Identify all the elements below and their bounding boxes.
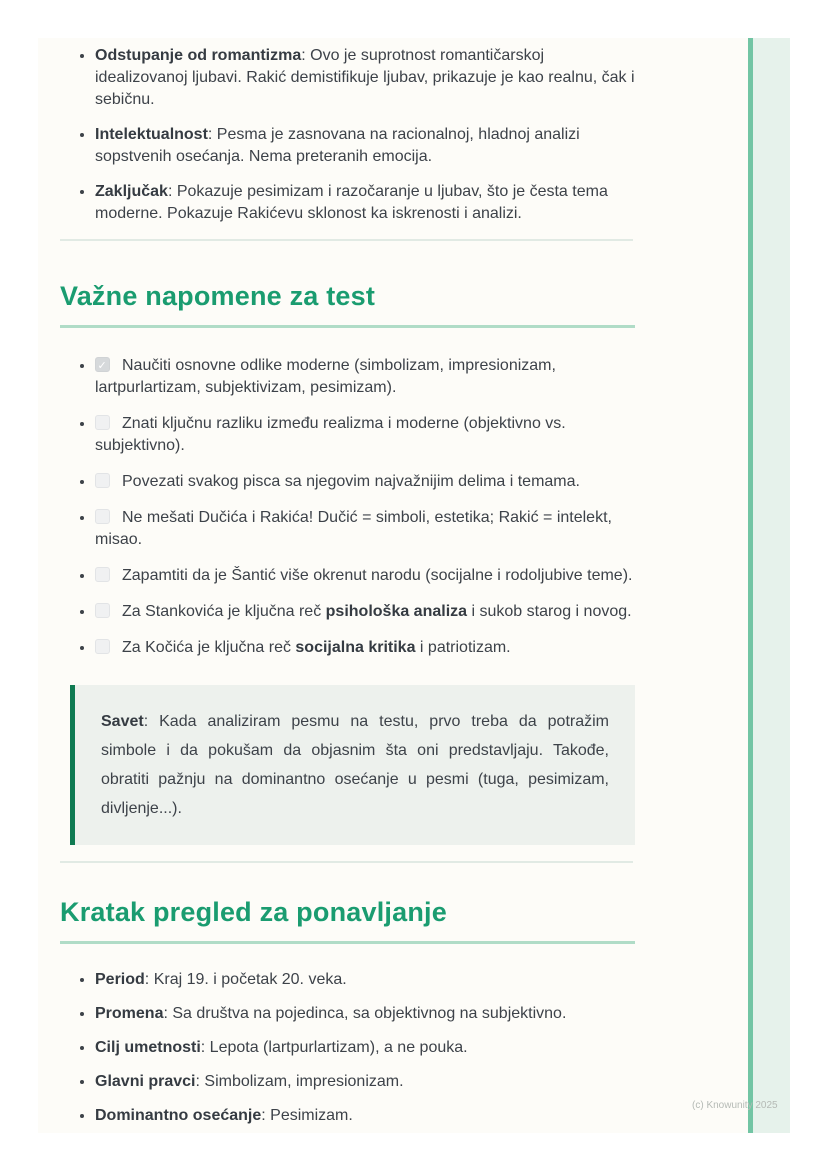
checklist-text: Naučiti osnovne odlike moderne (simbolizam, impresionizam, lartpurlartizam, subjektivizam, pesimizam).: [95, 357, 556, 396]
list-item-text: : Pesma je zasnovana na racionalnoj, hladnoj analizi sopstvenih osećanja. Nema preteranih emocija.: [95, 126, 580, 165]
summary-list: [60, 968, 635, 1127]
list-item: [95, 44, 635, 111]
checkbox-icon[interactable]: [95, 509, 110, 524]
section-divider: [60, 239, 633, 241]
analysis-list: [60, 38, 635, 225]
document-page: [38, 38, 790, 1133]
list-item: [95, 1002, 635, 1025]
checklist-text: Za Kočića je ključna reč socijalna kritika i patriotizam.: [122, 639, 511, 656]
list-item: [95, 1070, 635, 1093]
tip-text: Savet: Kada analiziram pesmu na testu, prvo treba da potražim simbole i da pokušam da objasnim šta oni predstavljaju. Takođe, obratiti pažnju na dominantno osećanje u pesmi (tuga, pesimizam, divljenje...).: [101, 713, 609, 817]
list-item-text: : Ovo je suprotnost romantičarskoj idealizovanoj ljubavi. Rakić demistifikuje ljubav, prikazuje je kao realnu, čak i sebičnu.: [95, 47, 635, 108]
list-item-lead: Period: [95, 971, 145, 988]
list-item-lead: Cilj umetnosti: [95, 1039, 201, 1056]
tip-box: [70, 685, 635, 845]
list-item-text: : Lepota (lartpurlartizam), a ne pouka.: [200, 1039, 468, 1056]
checkbox-icon[interactable]: [95, 357, 110, 372]
section-title-summary: Kratak pregled za ponavljanje: [60, 897, 635, 944]
page-edge-line: [748, 38, 753, 1133]
list-item-text: : Pesimizam.: [261, 1107, 353, 1124]
list-item: [95, 968, 635, 991]
section-title-notes: Važne napomene za test: [60, 281, 635, 328]
checklist-text: Za Stankovića je ključna reč psihološka analiza i sukob starog i novog.: [122, 603, 632, 620]
list-item-lead: Dominantno osećanje: [95, 1107, 262, 1124]
checklist-item: [95, 636, 635, 659]
list-item-lead: Promena: [95, 1005, 164, 1022]
checklist-text: Ne mešati Dučića i Rakića! Dučić = simboli, estetika; Rakić = intelekt, misao.: [95, 509, 612, 548]
checklist-item: [95, 506, 635, 551]
checklist-item: [95, 412, 635, 457]
list-item-lead: Intelektualnost: [95, 126, 208, 143]
list-item: [95, 1104, 635, 1127]
watermark: (c) Knowunity 2025: [692, 1100, 778, 1111]
list-item-lead: Odstupanje od romantizma: [95, 47, 302, 64]
checklist-item: [95, 354, 635, 399]
document-content: [60, 38, 635, 1138]
checklist-item: [95, 564, 635, 587]
test-checklist: [60, 354, 635, 659]
checkbox-icon[interactable]: [95, 473, 110, 488]
checkbox-icon[interactable]: [95, 639, 110, 654]
list-item-lead: Zaključak: [95, 183, 168, 200]
checklist-text: Povezati svakog pisca sa njegovim najvažnijim delima i temama.: [122, 473, 580, 490]
list-item: [95, 123, 635, 168]
checkbox-icon[interactable]: [95, 415, 110, 430]
list-item-text: : Pokazuje pesimizam i razočaranje u ljubav, što je česta tema moderne. Pokazuje Rakićevu sklonost ka iskrenosti i analizi.: [95, 183, 608, 222]
list-item-text: : Sa društva na pojedinca, sa objektivnog na subjektivno.: [163, 1005, 567, 1022]
section-divider: [60, 861, 633, 863]
list-item-text: : Simbolizam, impresionizam.: [195, 1073, 404, 1090]
page-edge-band: [753, 38, 790, 1133]
tip-label: Savet: [101, 713, 144, 730]
checklist-text: Znati ključnu razliku između realizma i moderne (objektivno vs. subjektivno).: [95, 415, 566, 454]
checklist-text: Zapamtiti da je Šantić više okrenut narodu (socijalne i rodoljubive teme).: [122, 567, 633, 584]
list-item-text: : Kraj 19. i početak 20. veka.: [144, 971, 347, 988]
checkbox-icon[interactable]: [95, 603, 110, 618]
list-item: [95, 180, 635, 225]
list-item-lead: Glavni pravci: [95, 1073, 196, 1090]
list-item: [95, 1036, 635, 1059]
checklist-item: [95, 470, 635, 493]
checklist-item: [95, 600, 635, 623]
checkbox-icon[interactable]: [95, 567, 110, 582]
